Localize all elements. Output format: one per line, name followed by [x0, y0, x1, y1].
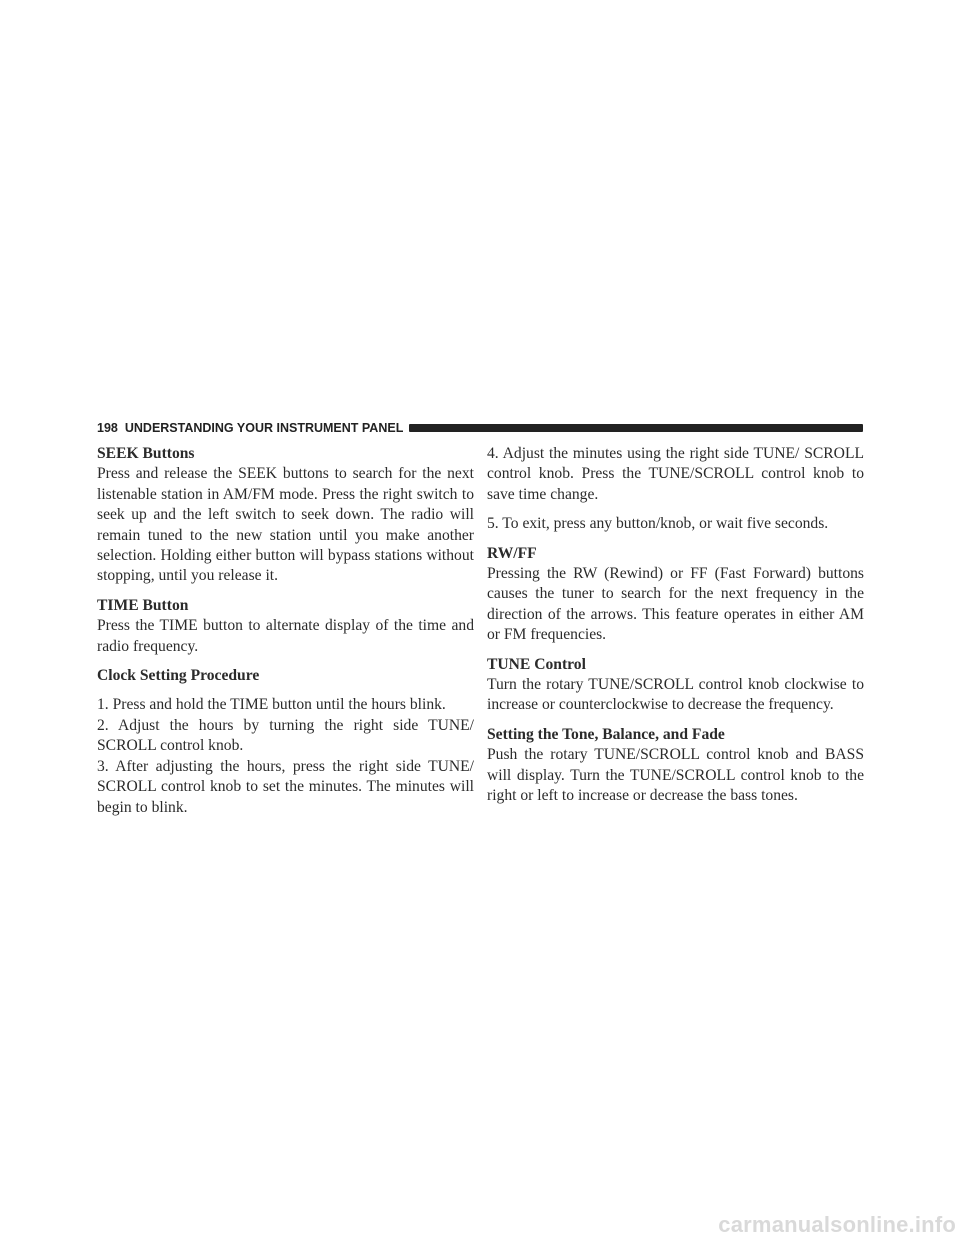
clock-step-1: 1. Press and hold the TIME button until the hours blink. [97, 696, 446, 714]
seek-buttons-heading: SEEK Buttons [97, 445, 195, 462]
time-button-body: Press the TIME button to alternate display of the time and radio frequency. [97, 617, 474, 655]
time-button-section [97, 596, 474, 657]
clock-step-2: 2. Adjust the hours by turning the right side TUNE/ SCROLL control knob. [97, 716, 474, 755]
seek-buttons-body: Press and release the SEEK buttons to search for the next listenable station in AM/FM mode. Press the right switch to seek up and the left switch to seek down. The radio will remain tuned to the new station until you make another selection. Holding either button will bypass stations without stopping, until you release it. [97, 465, 474, 585]
right-column [487, 444, 864, 816]
tune-control-body: Turn the rotary TUNE/SCROLL control knob clockwise to increase or counterclockwise to decrease the frequency. [487, 676, 864, 714]
tune-control-heading: TUNE Control [487, 655, 586, 673]
header-rule [409, 424, 863, 432]
clock-step-3: 3. After adjusting the hours, press the right side TUNE/ SCROLL control knob to set the minutes. The minutes will begin to blink. [97, 757, 474, 816]
clock-setting-section [97, 666, 474, 818]
rwff-section [487, 544, 864, 646]
clock-step-4: 4. Adjust the minutes using the right side TUNE/ SCROLL control knob. Press the TUNE/SCROLL control knob to save time change. [487, 445, 864, 503]
page-header [97, 419, 863, 437]
clock-setting-heading: Clock Setting Procedure [97, 667, 260, 685]
tone-heading: Setting the Tone, Balance, and Fade [487, 725, 725, 743]
page-number: 198 [97, 421, 118, 435]
tune-control-section [487, 655, 864, 716]
left-column [97, 444, 474, 827]
clock-step-5: 5. To exit, press any button/knob, or wait five seconds. [487, 515, 829, 533]
rwff-heading: RW/FF [487, 544, 537, 562]
watermark: carmanualsonline.info [718, 1212, 956, 1237]
section-title: UNDERSTANDING YOUR INSTRUMENT PANEL [124, 421, 404, 435]
tone-section [487, 725, 864, 807]
tone-body: Push the rotary TUNE/SCROLL control knob and BASS will display. Turn the TUNE/SCROLL control knob to the right or left to increase or decrease the bass tones. [487, 746, 864, 805]
time-button-heading: TIME Button [97, 596, 189, 614]
rwff-body: Pressing the RW (Rewind) or FF (Fast Forward) buttons causes the tuner to search for the next frequency in the direction of the arrows. This feature operates in either AM or FM frequencies. [487, 565, 864, 644]
seek-buttons-section [97, 444, 474, 587]
